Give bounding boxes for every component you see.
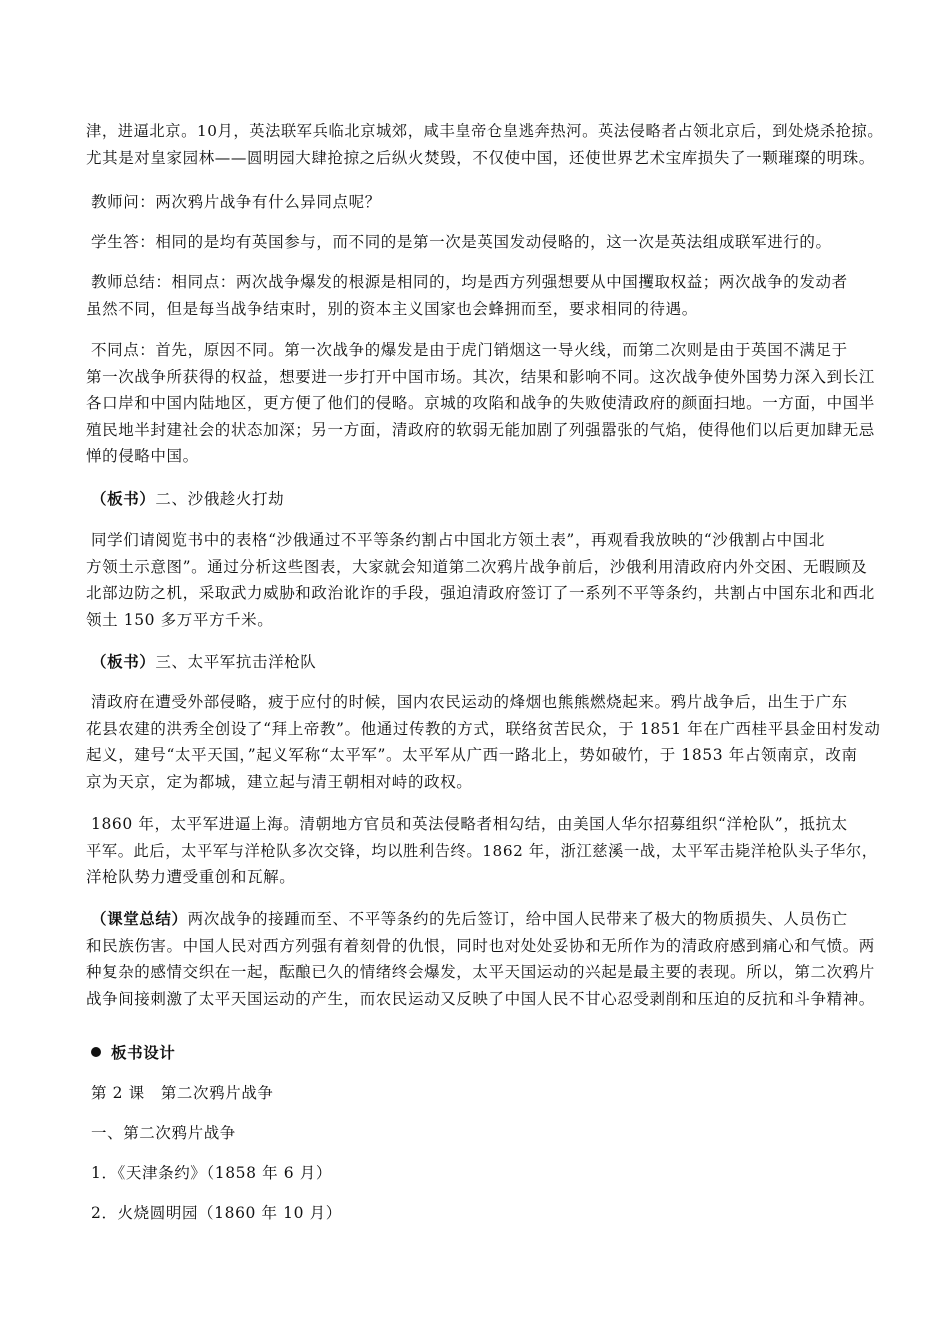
paragraph-teacher-summary	[86, 269, 888, 322]
text-line: 各口岸和中国内陆地区，更方便了他们的侵略。京城的攻陷和战争的失败使清政府的颜面扫地。一方面，中国半	[86, 394, 875, 412]
text-line: 种复杂的感情交织在一起，酝酿已久的情绪终会爆发，太平天国运动的兴起是最主要的表现。所以，第二次鸦片	[86, 963, 875, 981]
paragraph-teacher-question	[86, 189, 888, 216]
summary-label: （课堂总结）	[91, 909, 188, 928]
paragraph-board-russia	[86, 486, 888, 513]
text-line: 清政府在遭受外部侵略，疲于应付的时候，国内农民运动的烽烟也熊熊燃烧起来。鸦片战争后，出生于广东	[91, 693, 848, 711]
paragraph-yuanmingyuan	[86, 118, 888, 171]
text-line: 2．火烧圆明园（1860 年 10 月）	[91, 1204, 342, 1222]
text-line: 京为天京，定为都城，建立起与清王朝相对峙的政权。	[86, 772, 473, 791]
text-line: 战争间接刺激了太平天国运动的产生，而农民运动又反映了中国人民不甘心忍受剥削和压迫的反抗和斗争精神。	[86, 989, 875, 1008]
paragraph-student-answer	[86, 229, 888, 256]
text-line: 第 2 课 第二次鸦片战争	[91, 1084, 274, 1102]
text-line	[86, 486, 888, 513]
text-line: 尤其是对皇家园林——圆明园大肆抢掠之后纵火焚毁，不仅使中国，还使世界艺术宝库损失了一颗璀璨的明珠。	[86, 148, 875, 167]
text-line: 北部边防之机，采取武力威胁和政治讹诈的手段，强迫清政府签订了一系列不平等条约，共割占中国东北和西北	[86, 584, 875, 602]
lesson-title	[86, 1080, 888, 1107]
paragraph-russia	[86, 527, 888, 633]
bullet-icon	[91, 1047, 101, 1057]
text-line: 洋枪队势力遭受重创和瓦解。	[86, 868, 296, 886]
text-line	[86, 1040, 888, 1067]
text-line: 和民族伤害。中国人民对西方列强有着刻骨的仇恨，同时也对处处妥协和无所作为的清政府感到痛心和气愤。两	[86, 936, 875, 955]
text-line	[86, 906, 888, 933]
board-label: （板书）	[91, 489, 156, 508]
summary-text: 两次战争的接踵而至、不平等条约的先后签订，给中国人民带来了极大的物质损失、人员伤亡	[187, 910, 848, 928]
paragraph-taiping	[86, 689, 888, 795]
text-line: 学生答：相同的是均有英国参与，而不同的是第一次是英国发动侵略的，这一次是英法组成联军进行的。	[91, 233, 832, 251]
text-line: 不同点：首先，原因不同。第一次战争的爆发是由于虎门销烟这一导火线，而第二次则是由于英国不满足于	[91, 341, 848, 359]
text-line: 领土 150 多万平方千米。	[86, 610, 274, 629]
text-line: 起义，建号“太平天国，”起义军称“太平军”。太平军从广西一路北上，势如破竹，于 1853 年占领南京，改南	[86, 746, 858, 764]
paragraph-class-summary	[86, 906, 888, 1012]
board-item-2	[86, 1200, 888, 1227]
board-design-title: 板书设计	[111, 1043, 176, 1062]
board-design-heading	[86, 1040, 888, 1067]
text-line: 教师总结：相同点：两次战争爆发的根源是相同的，均是西方列强想要从中国攫取权益；两次战争的发动者	[91, 273, 848, 291]
text-line: 平军。此后，太平军与洋枪队多次交锋，均以胜利告终。1862 年，浙江慈溪一战，太平军击毙洋枪队头子华尔，	[86, 841, 878, 860]
board-section	[86, 1120, 888, 1147]
paragraph-board-taiping	[86, 649, 888, 676]
text-line: 惮的侵略中国。	[86, 447, 199, 465]
paragraph-differences	[86, 337, 888, 470]
paragraph-ever-victorious	[86, 811, 888, 891]
text-line: 一、第二次鸦片战争	[91, 1124, 236, 1142]
board-item-1	[86, 1160, 888, 1187]
text-line: 津，进逼北京。10月，英法联军兵临北京城郊，咸丰皇帝仓皇逃奔热河。英法侵略者占领北京后，到处烧杀抢掠。	[86, 122, 884, 140]
text-line: 花县农建的洪秀全创设了“拜上帝教”。他通过传教的方式，联络贫苦民众，于 1851 年在广西桂平县金田村发动	[86, 719, 881, 738]
text-line: 虽然不同，但是每当战争结束时，别的资本主义国家也会蜂拥而至，要求相同的待遇。	[86, 299, 698, 318]
board-heading: 二、沙俄趁火打劫	[155, 490, 285, 508]
text-line: 教师问：两次鸦片战争有什么异同点呢？	[91, 193, 381, 211]
text-line: 1．《天津条约》（1858 年 6 月）	[91, 1164, 332, 1182]
text-line: 第一次战争所获得的权益，想要进一步打开中国市场。其次，结果和影响不同。这次战争使外国势力深入到长江	[86, 367, 875, 386]
text-line	[86, 649, 888, 676]
text-line: 同学们请阅览书中的表格“沙俄通过不平等条约割占中国北方领土表”，再观看我放映的“沙俄割占中国北	[91, 531, 825, 549]
board-label: （板书）	[91, 652, 156, 671]
text-line: 殖民地半封建社会的状态加深；另一方面，清政府的软弱无能加剧了列强嚣张的气焰，使得他们以后更加肆无忌	[86, 420, 875, 439]
text-line: 1860 年，太平军进逼上海。清朝地方官员和英法侵略者相勾结，由美国人华尔招募组织“洋枪队”，抵抗太	[91, 815, 848, 833]
board-heading: 三、太平军抗击洋枪队	[155, 653, 317, 671]
text-line: 方领土示意图”。通过分析这些图表，大家就会知道第二次鸦片战争前后，沙俄利用清政府内外交困、无暇顾及	[86, 557, 868, 576]
